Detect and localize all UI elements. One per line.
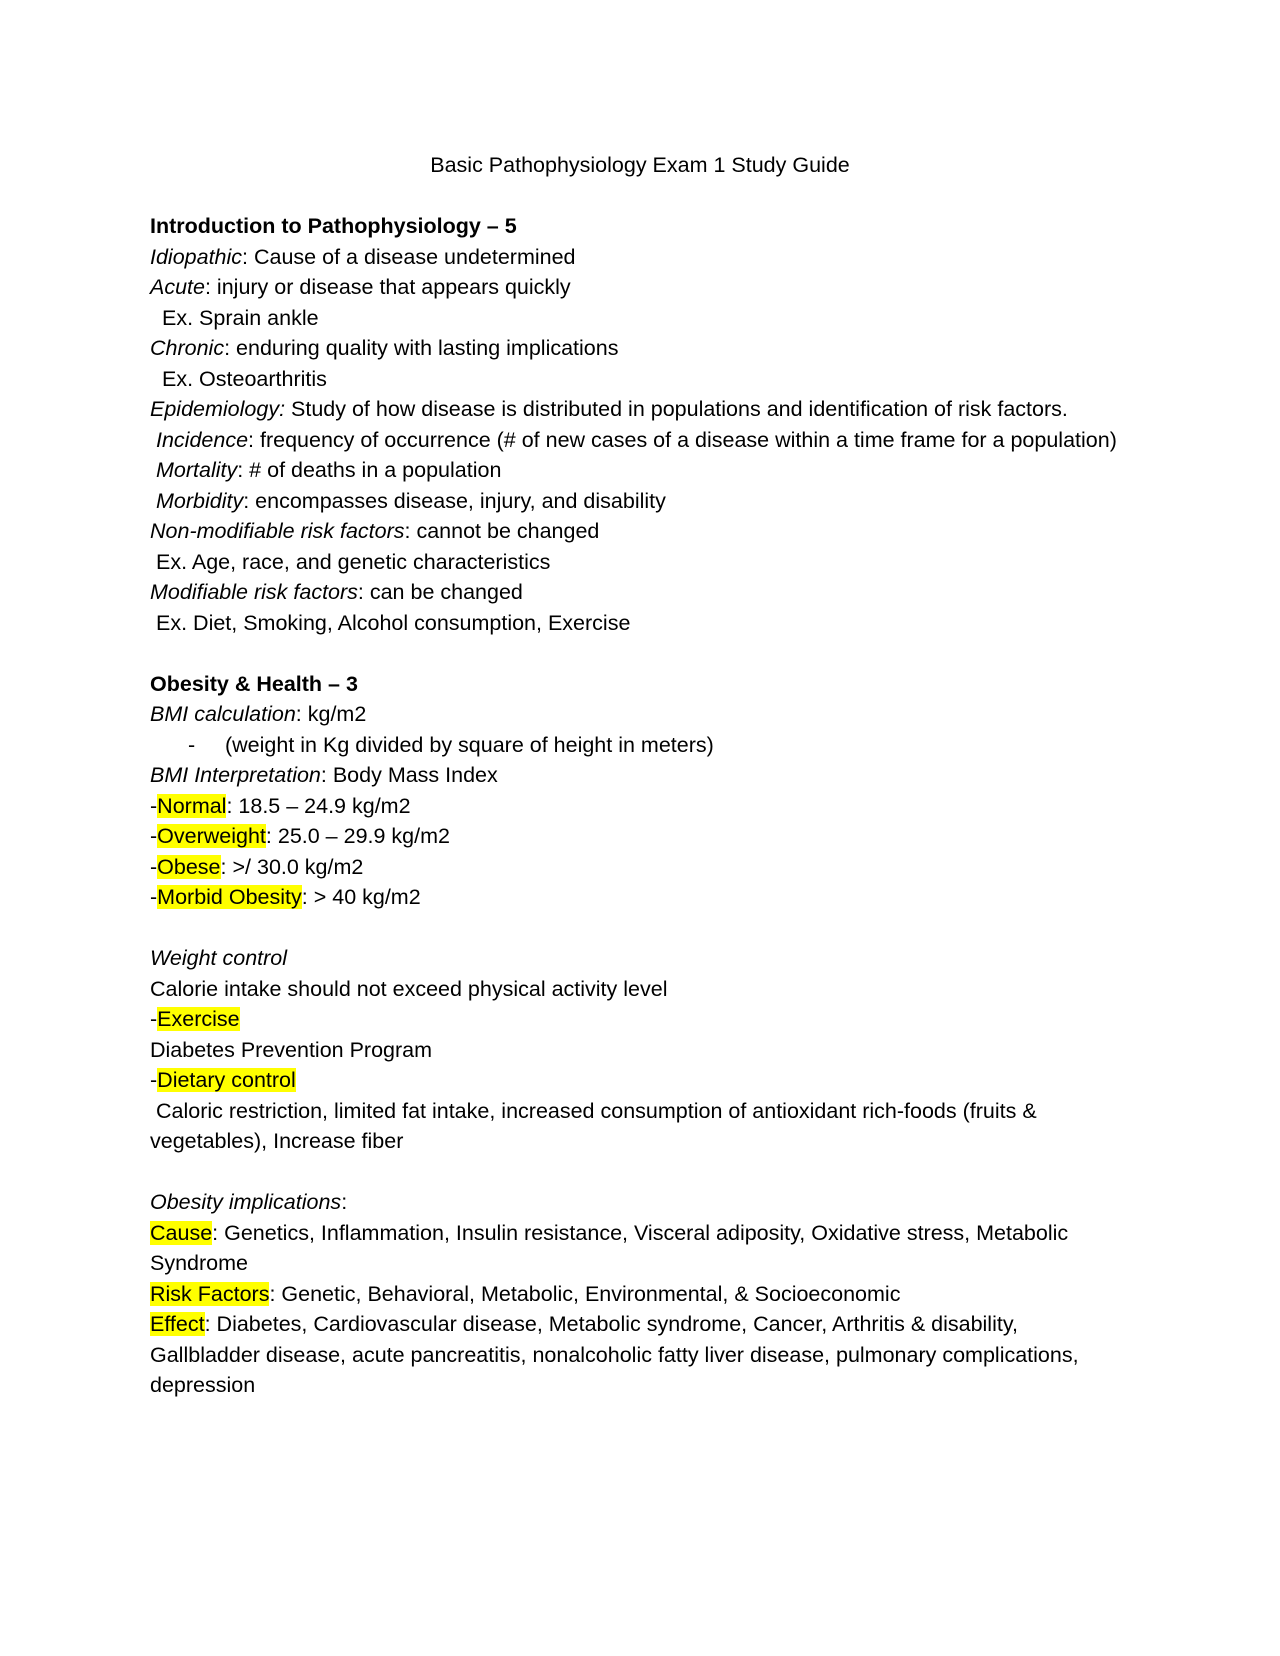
colon: : [341,1190,348,1214]
implication-text: : Genetics, Inflammation, Insulin resistance, Visceral adiposity, Oxidative stress, Metabolic Syndrome [150,1220,1069,1275]
section-heading-intro: Introduction to Pathophysiology – 5 [150,214,517,238]
bmi-range: : > 40 kg/m2 [301,885,421,909]
bmi-overweight [150,821,1130,852]
subheading-weight-control: Weight control [150,946,288,970]
implication-risk-factors [150,1279,1130,1310]
highlight-label: Obese [157,854,221,879]
term: BMI calculation [150,702,296,726]
example-chronic: Ex. Osteoarthritis [162,366,327,391]
definition: : cannot be changed [404,519,600,543]
def-morbidity [150,486,1130,517]
implication-cause [150,1218,1130,1279]
highlight-label: Normal [157,793,227,818]
example-modifiable: Ex. Diet, Smoking, Alcohol consumption, Exercise [156,610,631,635]
caloric-restriction-note [150,1096,1130,1157]
term: Chronic [150,336,225,360]
definition: : encompasses disease, injury, and disability [243,488,666,513]
def-idiopathic [150,242,1130,273]
subheading-obesity-implications [150,1187,1130,1218]
list-dash: - [150,1007,158,1031]
definition: : enduring quality with lasting implications [224,336,619,360]
bmi-range: : >/ 30.0 kg/m2 [220,854,364,879]
list-dash: - [150,824,158,848]
example-acute: Ex. Sprain ankle [162,305,319,330]
term: Idiopathic [150,244,243,269]
list-dash: - [150,885,158,909]
def-modifiable [150,577,1130,608]
def-bmi-interpretation [150,760,1130,791]
spacer [150,638,1130,669]
highlight-label: Effect [150,1312,205,1336]
bmi-obese [150,852,1130,883]
bmi-range: : 25.0 – 29.9 kg/m2 [265,824,450,848]
bmi-formula-note [150,730,1130,761]
item-dietary-control [150,1065,1130,1096]
definition: : # of deaths in a population [237,458,502,482]
highlight-label: Dietary control [157,1068,296,1092]
highlight-label: Exercise [157,1007,240,1031]
highlight-label: Overweight [157,824,266,848]
term: Non-modifiable risk factors [150,519,405,543]
bmi-morbid-obesity [150,882,1130,913]
calorie-note: Calorie intake should not exceed physical activity level [150,976,668,1001]
term: Morbidity [156,488,244,513]
document-title: Basic Pathophysiology Exam 1 Study Guide [430,153,850,177]
def-epidemiology [150,394,1130,425]
note-text: Caloric restriction, limited fat intake, increased consumption of antioxidant rich-foods (fruits & vegetables), Increase fiber [150,1098,1037,1153]
term: BMI Interpretation [150,763,321,787]
term: Epidemiology: [150,397,286,421]
diabetes-prevention-program: Diabetes Prevention Program [150,1037,433,1062]
definition: Study of how disease is distributed in populations and identification of risk factors. [285,397,1068,421]
def-bmi-calculation [150,699,1130,730]
spacer [150,913,1130,944]
example-nonmodifiable: Ex. Age, race, and genetic characteristics [156,549,551,574]
def-nonmodifiable [150,516,1130,547]
definition: : frequency of occurrence (# of new cases of a disease within a time frame for a population) [248,427,1117,452]
def-chronic [150,333,1130,364]
spacer [150,181,1130,212]
definition: : injury or disease that appears quickly [204,275,571,299]
implication-text: : Genetic, Behavioral, Metabolic, Environmental, & Socioeconomic [269,1281,901,1306]
term: Mortality [156,458,238,482]
definition: : Body Mass Index [320,763,498,787]
implication-text: : Diabetes, Cardiovascular disease, Metabolic syndrome, Cancer, Arthritis & disability, Gallbladder disease, acute pancreatitis, nonalcoholic fatty liver disease, pulmonary complications, depression [150,1312,1079,1397]
highlight-label: Morbid Obesity [157,885,302,909]
def-mortality [150,455,1130,486]
implication-effect [150,1309,1130,1401]
section-heading-obesity: Obesity & Health – 3 [150,671,358,696]
definition: : kg/m2 [295,702,367,726]
document-page [150,150,1130,1401]
term: Incidence [156,427,249,452]
bmi-normal [150,791,1130,822]
list-dash: - [150,1068,158,1092]
list-dash: - [150,854,158,879]
definition: : can be changed [357,580,523,604]
spacer [150,1157,1130,1188]
def-acute [150,272,1130,303]
list-dash: - [188,732,196,757]
bmi-range: : 18.5 – 24.9 kg/m2 [226,793,411,818]
list-dash: - [150,793,158,818]
definition: : Cause of a disease undetermined [242,244,576,269]
item-exercise [150,1004,1130,1035]
term: Acute [150,275,205,299]
note-text: (weight in Kg divided by square of height in meters) [225,732,714,757]
highlight-label: Cause [150,1220,213,1245]
term: Obesity implications [150,1190,342,1214]
def-incidence [150,425,1130,456]
highlight-label: Risk Factors [150,1281,270,1306]
term: Modifiable risk factors [150,580,358,604]
